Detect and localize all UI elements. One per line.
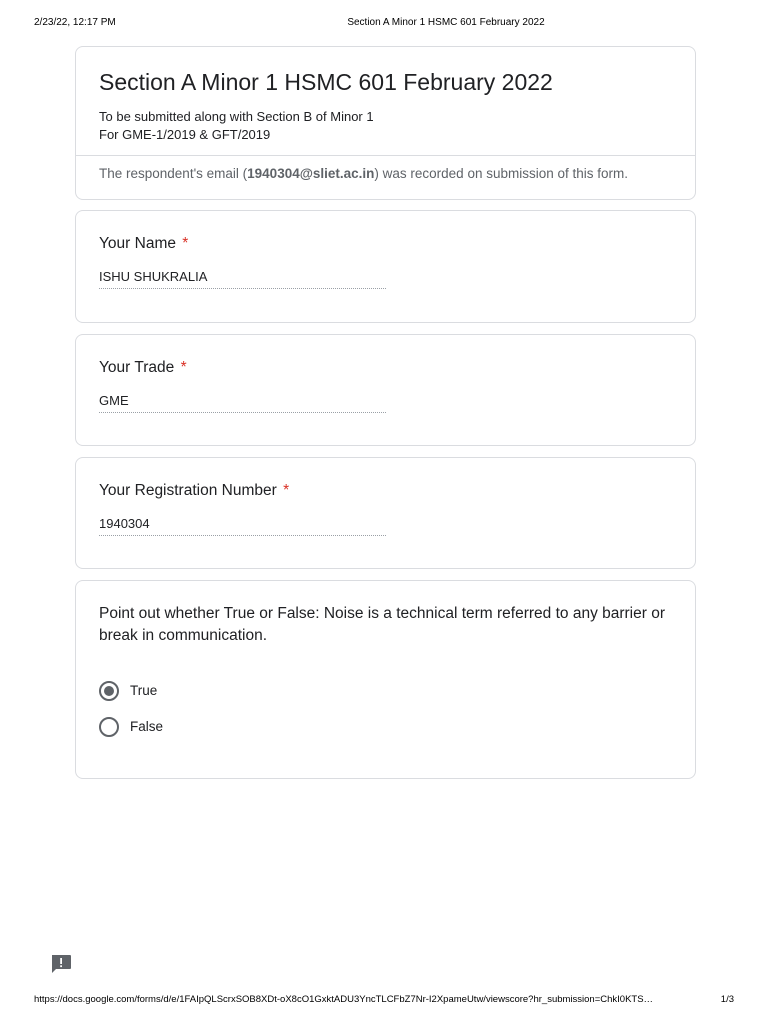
question-label [99,358,187,378]
radio-selected-icon[interactable] [99,681,119,701]
question-card-trade [75,334,696,446]
question-label-text: Your Name [99,235,176,252]
print-datetime: 2/23/22, 12:17 PM [34,17,116,28]
trade-answer: GME [99,393,386,413]
name-answer: ISHU SHUKRALIA [99,269,386,289]
respondent-email-note [99,165,628,183]
form-header-card [75,46,696,200]
question-card-registration [75,457,696,569]
radio-unselected-icon[interactable] [99,717,119,737]
required-mark: * [283,482,290,499]
page-number: 1/3 [720,994,734,1005]
email-note-suffix: ) was recorded on submission of this form. [374,166,629,181]
feedback-icon[interactable] [50,954,72,974]
form-title: Section A Minor 1 HSMC 601 February 2022 [99,69,553,95]
print-title: Section A Minor 1 HSMC 601 February 2022 [347,17,545,28]
question-label [99,234,188,254]
form-description-line: To be submitted along with Section B of Minor 1 [99,109,374,124]
form-description-line: For GME-1/2019 & GFT/2019 [99,127,271,142]
question-text: Point out whether True or False: Noise is a technical term referred to any barrier or break in communication. [99,605,665,644]
question-card-true-false [75,580,696,779]
print-url: https://docs.google.com/forms/d/e/1FAIpQLScrxSOB8XDt-oX8cO1GxktADU3YncTLCFbZ7Nr-I2XpameUtw/viewscore?hr_submission=ChkI0KTS… [34,994,654,1005]
email-note-prefix: The respondent's email ( [99,166,248,181]
question-label-text: Your Trade [99,359,175,376]
print-footer [0,994,768,1008]
required-mark: * [180,359,187,376]
question-label [99,481,289,501]
print-title-wrap [0,17,768,28]
required-mark: * [182,235,189,252]
registration-answer: 1940304 [99,516,386,536]
form-description [99,108,374,144]
question-card-name [75,210,696,323]
option-label: True [130,683,158,698]
divider [76,155,695,156]
option-label: False [130,719,164,734]
print-header [0,17,768,31]
question-label-text: Your Registration Number [99,482,277,499]
respondent-email: 1940304@sliet.ac.in [247,166,375,181]
